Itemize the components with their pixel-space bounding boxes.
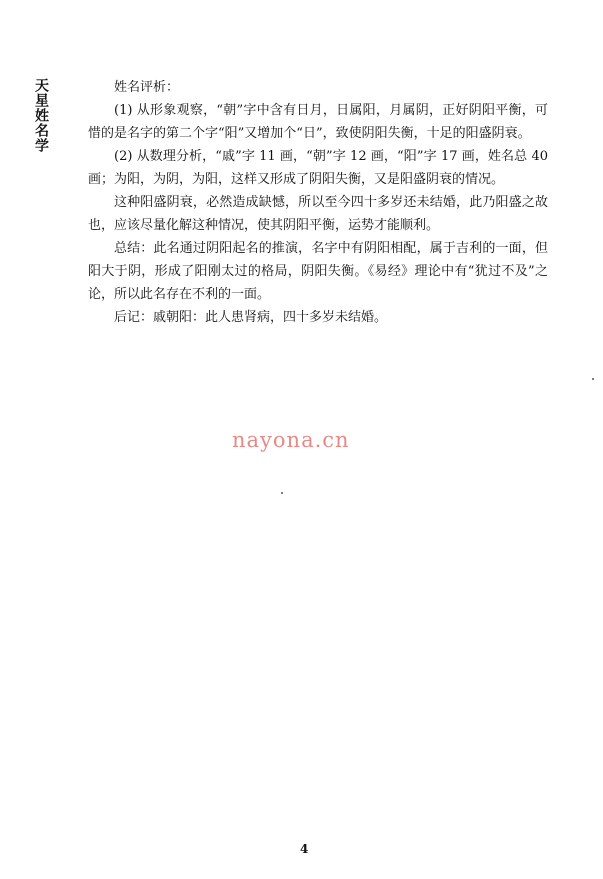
main-text — [88, 76, 548, 329]
book-title-vertical: 天星姓名学 — [33, 78, 49, 153]
watermark-text: nayona.cn — [232, 428, 350, 452]
scan-speck — [592, 378, 594, 380]
scan-speck — [281, 492, 283, 494]
page-number: 4 — [300, 842, 309, 856]
paragraph-summary: 总结：此名通过阴阳起名的推演，名字中有阴阳相配，属于吉利的一面，但阳大于阴，形成了阳刚太过的格局，阴阳失衡。《易经》理论中有“犹过不及”之论，所以此名存在不利的一面。 — [88, 241, 548, 302]
paragraph-shape-analysis: (1) 从形象观察，“朝”字中含有日月，日属阳，月属阴，正好阴阳平衡，可惜的是名字的第二个字“阳”又增加个“日”，致使阴阳失衡，十足的阳盛阴衰。 — [88, 103, 548, 141]
paragraph-postscript: 后记：戚朝阳：此人患肾病，四十多岁未结婚。 — [114, 310, 388, 325]
paragraph-number-analysis: (2) 从数理分析，“戚”字 11 画，“朝”字 12 画，“阳”字 17 画，姓名总 40 画；为阳，为阴，为阳，这样又形成了阴阳失衡，又是阳盛阴衰的情况。 — [88, 149, 548, 187]
section-heading: 姓名评析： — [114, 80, 180, 95]
paragraph-consequence: 这种阳盛阴衰，必然造成缺憾，所以至今四十多岁还未结婚，此乃阳盛之故也，应该尽量化解这种情况，使其阴阳平衡，运势才能顺利。 — [88, 195, 548, 233]
